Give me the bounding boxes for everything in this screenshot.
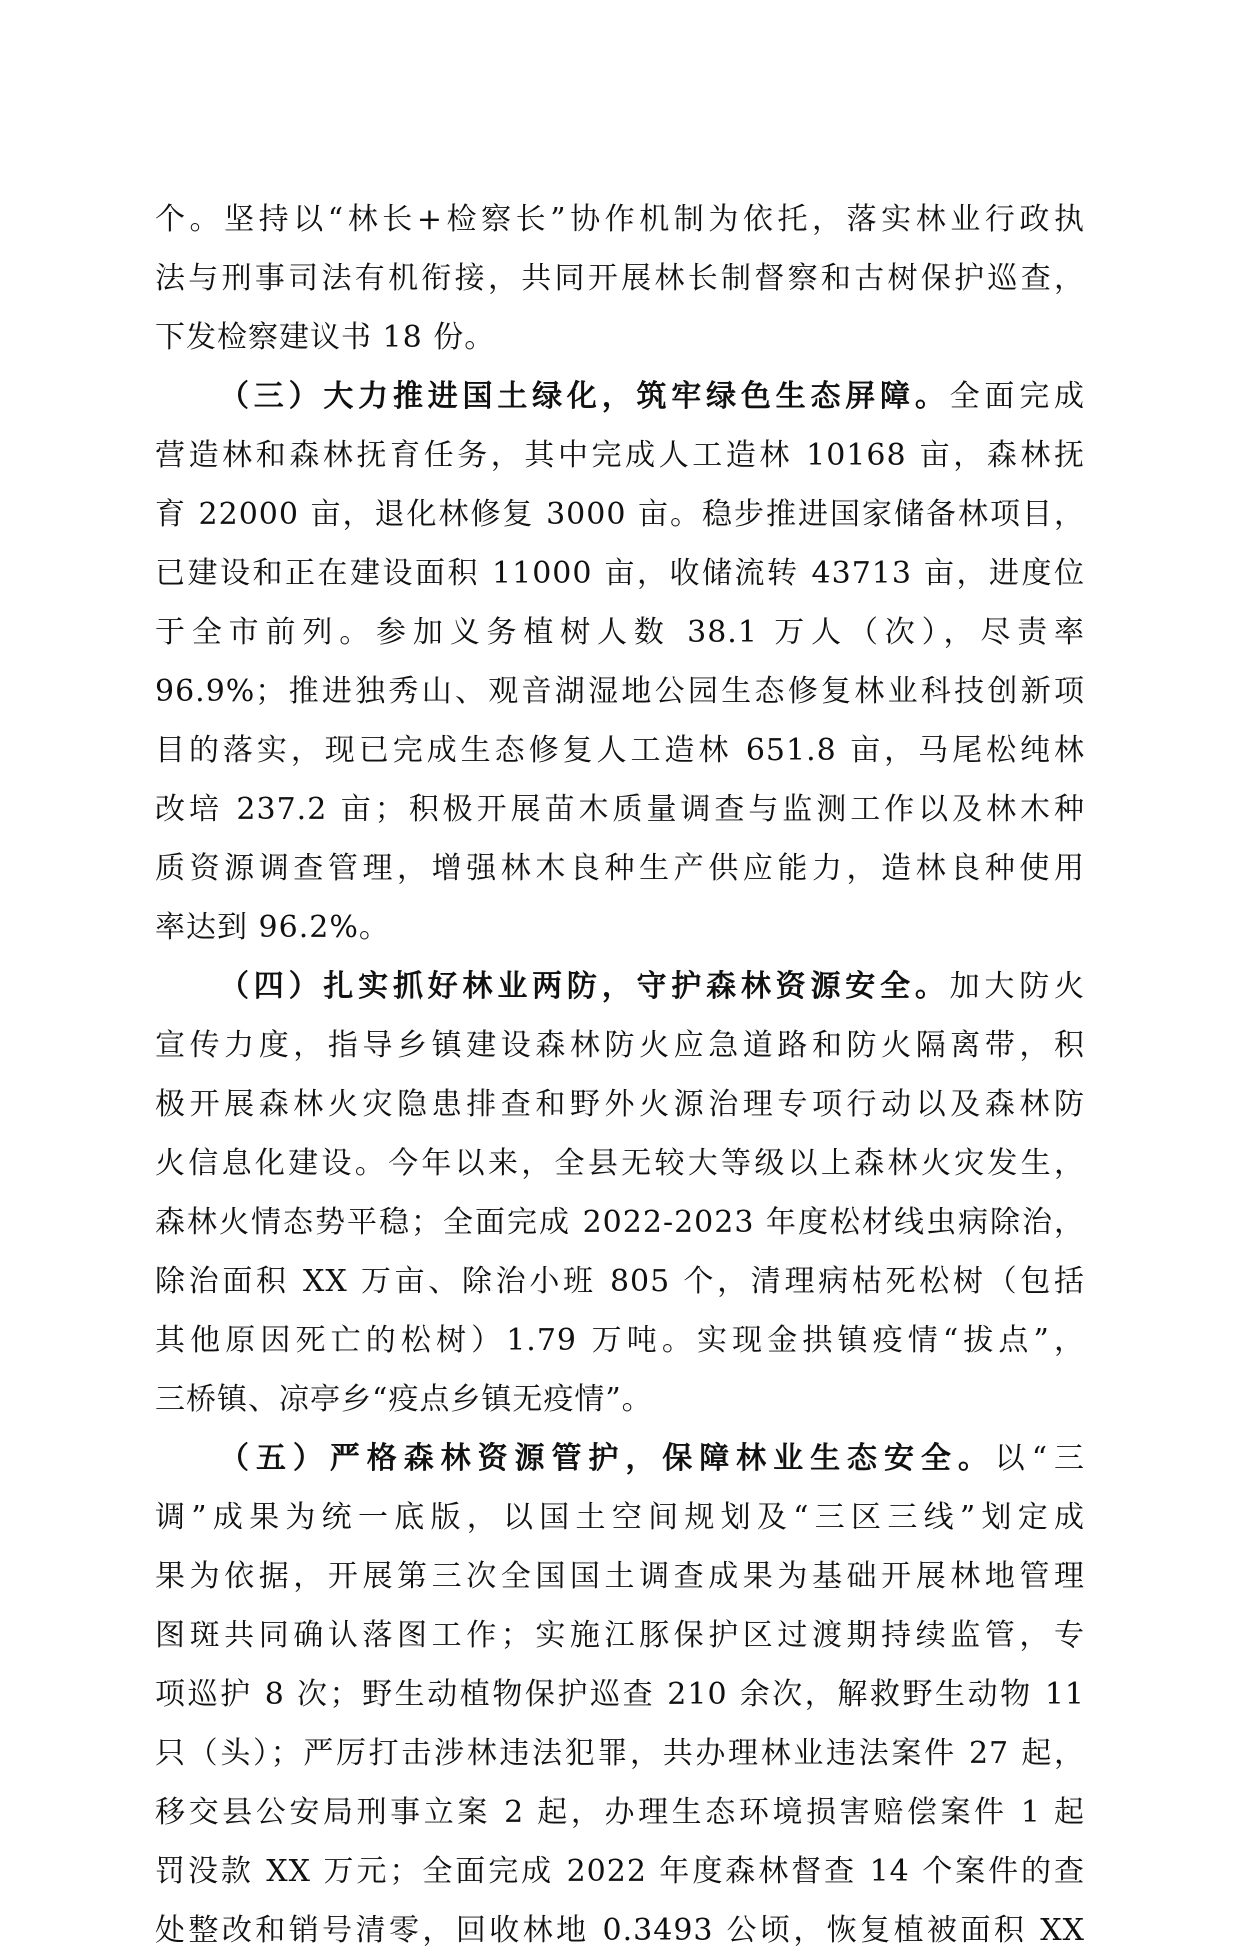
section-three-first-line xyxy=(155,367,1085,426)
section-four-lead-text: 加大防火 xyxy=(949,969,1086,1004)
text-line: 宣传力度，指导乡镇建设森林防火应急道路和防火隔离带，积 xyxy=(155,1028,1085,1063)
text-line: 项巡护 8 次；野生动植物保护巡查 210 余次，解救野生动物 11 xyxy=(155,1677,1085,1712)
document-body xyxy=(155,190,1085,1960)
text-line: 移交县公安局刑事立案 2 起，办理生态环境损害赔偿案件 1 起 xyxy=(155,1795,1085,1830)
text-line: 调”成果为统一底版，以国土空间规划及“三区三线”划定成 xyxy=(155,1500,1085,1535)
text-line: 罚没款 XX 万元；全面完成 2022 年度森林督查 14 个案件的查 xyxy=(155,1854,1085,1889)
section-heading-four: （四）扎实抓好林业两防，守护森林资源安全。 xyxy=(219,969,950,1004)
text-line: 质资源调查管理，增强林木良种生产供应能力，造林良种使用 xyxy=(155,851,1085,886)
text-line: 森林火情态势平稳；全面完成 2022-2023 年度松材线虫病除治， xyxy=(155,1205,1085,1240)
text-line: 育 22000 亩，退化林修复 3000 亩。稳步推进国家储备林项目， xyxy=(155,497,1085,532)
text-line: 已建设和正在建设面积 11000 亩，收储流转 43713 亩，进度位 xyxy=(155,556,1085,591)
section-five-lead-text: 以“三 xyxy=(994,1441,1086,1476)
text-line: 下发检察建议书 18 份。 xyxy=(155,320,496,355)
text-line: 除治面积 XX 万亩、除治小班 805 个，清理病枯死松树（包括 xyxy=(155,1264,1085,1299)
text-line: 个。坚持以“林长+检察长”协作机制为依托，落实林业行政执 xyxy=(155,202,1085,237)
text-line: 果为依据，开展第三次全国国土调查成果为基础开展林地管理 xyxy=(155,1559,1085,1594)
text-line: 于全市前列。参加义务植树人数 38.1 万人（次），尽责率 xyxy=(155,615,1085,650)
text-line: 营造林和森林抚育任务，其中完成人工造林 10168 亩，森林抚 xyxy=(155,438,1085,473)
text-line: 法与刑事司法有机衔接，共同开展林长制督察和古树保护巡查， xyxy=(155,261,1085,296)
text-line: 改培 237.2 亩；积极开展苗木质量调查与监测工作以及林木种 xyxy=(155,792,1085,827)
section-heading-three: （三）大力推进国土绿化，筑牢绿色生态屏障。 xyxy=(219,379,950,414)
text-line: 极开展森林火灾隐患排查和野外火源治理专项行动以及森林防 xyxy=(155,1087,1085,1122)
text-line: 处整改和销号清零，回收林地 0.3493 公顷，恢复植被面积 XX xyxy=(155,1913,1085,1948)
text-line: 96.9%；推进独秀山、观音湖湿地公园生态修复林业科技创新项 xyxy=(155,674,1085,709)
section-five-first-line xyxy=(155,1429,1085,1488)
text-line: 火信息化建设。今年以来，全县无较大等级以上森林火灾发生， xyxy=(155,1146,1085,1181)
text-line: 图斑共同确认落图工作；实施江豚保护区过渡期持续监管，专 xyxy=(155,1618,1085,1653)
text-line: 率达到 96.2%。 xyxy=(155,910,390,945)
text-line: 三桥镇、凉亭乡“疫点乡镇无疫情”。 xyxy=(155,1382,653,1417)
text-line: 其他原因死亡的松树）1.79 万吨。实现金拱镇疫情“拔点”， xyxy=(155,1323,1085,1358)
text-line: 目的落实，现已完成生态修复人工造林 651.8 亩，马尾松纯林 xyxy=(155,733,1085,768)
section-heading-five: （五）严格森林资源管护，保障林业生态安全。 xyxy=(219,1441,995,1476)
section-four-first-line xyxy=(155,957,1085,1016)
text-line: 只（头）；严厉打击涉林违法犯罪，共办理林业违法案件 27 起， xyxy=(155,1736,1085,1771)
section-three-lead-text: 全面完成 xyxy=(949,379,1086,414)
